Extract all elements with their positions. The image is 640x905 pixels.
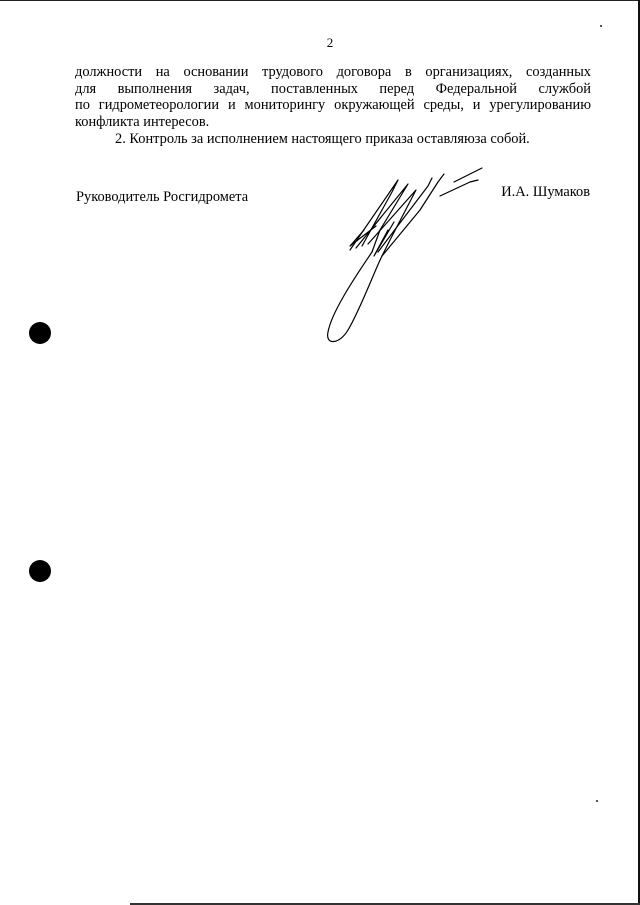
scan-edge-top <box>0 0 640 1</box>
punch-hole <box>29 322 51 344</box>
scan-speck <box>596 800 598 802</box>
signer-name: И.А. Шумаков <box>501 184 590 200</box>
scan-speck <box>600 25 602 27</box>
paragraph-line: по гидрометеорологии и мониторингу окружающей среды, и урегулированию <box>75 97 591 113</box>
punch-hole <box>29 560 51 582</box>
signer-title: Руководитель Росгидромета <box>76 189 249 205</box>
handwritten-signature <box>320 160 490 350</box>
paragraph-line: для выполнения задач, поставленных перед Федеральной службой <box>75 80 591 97</box>
paragraph-2: 2. Контроль за исполнением настоящего приказа оставляюза собой. <box>115 131 530 147</box>
page-number: 2 <box>326 35 334 50</box>
paragraph-line: конфликта интересов. <box>75 113 210 130</box>
body-text <box>75 64 591 148</box>
paragraph-line: должности на основании трудового договора в организациях, созданных <box>75 64 591 80</box>
